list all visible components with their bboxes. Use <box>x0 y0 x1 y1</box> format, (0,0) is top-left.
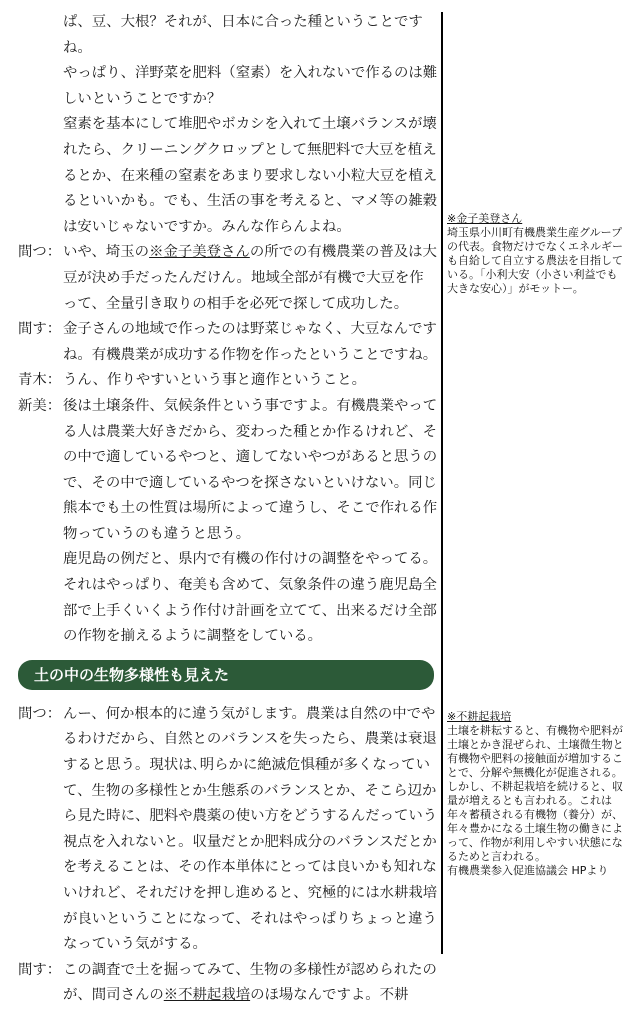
footnote-link-no-till[interactable]: ※不耕起栽培 <box>163 987 251 1004</box>
speaker-label: 新美： <box>18 397 62 414</box>
column-divider <box>441 12 443 954</box>
footnote-link-kaneko[interactable]: ※金子美登さん <box>149 244 250 261</box>
dialogue-text: 金子さんの地域で作ったのは野菜じゃなく、大豆なんですね。有機農業が成功する作物を作ったということですね。 <box>63 321 438 363</box>
sidenote-source: 有機農業参入促進協議会 HPより <box>447 864 609 877</box>
dialogue-text: うん、作りやすいという事と適作ということ。 <box>63 372 367 389</box>
speaker-label: 間つ： <box>18 705 62 722</box>
dialogue-turn <box>18 702 438 958</box>
sidenote-heading: ※金子美登さん <box>447 212 523 225</box>
sidenote-body: 埼玉県小川町有機農業生産グループの代表。食物だけでなくエネルギーも自給して自立する農法を目指している。「小利大安（小さい利益でも大きな安心）」がモットー。 <box>447 226 623 295</box>
speaker-label: 間す： <box>18 321 62 338</box>
paragraph-kagoshima: 鹿児島の例だと、県内で有機の作付けの調整をやってる。それはやっぱり、奄美も含めて、気象条件の違う鹿児島全部で上手くいくよう作付け計画を立てて、出来るだけ全部の作物を揃えるように調整をしている。 <box>63 551 438 645</box>
speaker-label: 間つ： <box>18 244 62 261</box>
sidenote-body: 土壌を耕耘すると、有機物や肥料が土壌とかき混ぜられ、土壌微生物と有機物や肥料の接触面が増加することで、分解や無機化が促進される。しかし、不耕起栽培を続けると、収量が増えるとも言われる。これは年々蓄積される有機物（養分）が、年々豊かになる土壌生物の働きによって、作物が利用しやすい状態になるためと言われる。 <box>447 724 624 863</box>
dialogue-turn <box>18 394 438 548</box>
paragraph-top-2: やっぱり、洋野菜を肥料（窒素）を入れないで作るのは難しいということですか？ <box>63 65 438 107</box>
paragraph-top-3: 窒素を基本にして堆肥やボカシを入れて土壌バランスが壊れたら、クリーニングクロップとして無肥料で大豆を植えるとか、在来種の窒素をあまり要求しない小粒大豆を植えるといいかも。でも、生活の事を考えると、マメ等の雑穀は安いじゃないですか。みんな作らんよね。 <box>63 116 438 235</box>
section-heading: 土の中の生物多様性も見えた <box>18 660 434 690</box>
sidenote-no-till <box>447 710 625 878</box>
dialogue-text <box>63 240 438 317</box>
dialogue-text: 後は土壌条件、気候条件という事ですよ。有機農業やってる人は農業大好きだから、変わった種とか作るけれど、その中で適しているやつと、適してないやつがあると思うので、その中で適しているやつを探さないといけない。同じ熊本でも土の性質は場所によって違うし、そこで作れる作物っていうのも違うと思う。 <box>63 397 438 542</box>
dialogue-turn <box>18 958 438 1009</box>
speaker-label: 青木： <box>18 372 62 389</box>
sidenote-heading: ※不耕起栽培 <box>447 710 512 723</box>
paragraph-top-1: ぱ、豆、大根？それが、日本に合った種ということですね。 <box>63 14 423 56</box>
dialogue-turn <box>18 240 438 317</box>
text-segment: の所での有機農業の普及は大豆が決め手だったんだけん。地域全部が有機で大豆を作って、全量引き取りの相手を必死で探して成功した。 <box>63 244 437 312</box>
main-column <box>18 10 438 1009</box>
text-segment: この調査で土を掘ってみて、生物の多様性が認められたのが、間司さんの <box>63 961 437 1004</box>
text-segment: のほ場なんですよ。不耕 <box>250 987 409 1004</box>
dialogue-turn <box>18 368 438 394</box>
speaker-label: 間す： <box>18 961 62 978</box>
dialogue-turn <box>18 317 438 368</box>
sidenote-kaneko <box>447 212 625 296</box>
text-segment: いや、埼玉の <box>63 244 150 261</box>
dialogue-text <box>63 958 438 1009</box>
dialogue-text: んー、何か根本的に違う気がします。農業は自然の中でやるわけだから、自然とのバランスを失ったら、農業は衰退すると思う。現状は､明らかに絶滅危惧種が多くなっていて、生物の多様性とか生態系のバランスとか、そこら辺から見た時に、肥料や農薬の使い方をどうするんだっていう視点を入れないと。収量だとか肥料成分のバランスだとかを考えることは、その作本単体にとっては良いかも知れないけれど、それだけを押し進めると、究極的には水耕栽培が良いということになって、それはやっぱりちょっと違うなっていう気がする。 <box>63 705 438 953</box>
